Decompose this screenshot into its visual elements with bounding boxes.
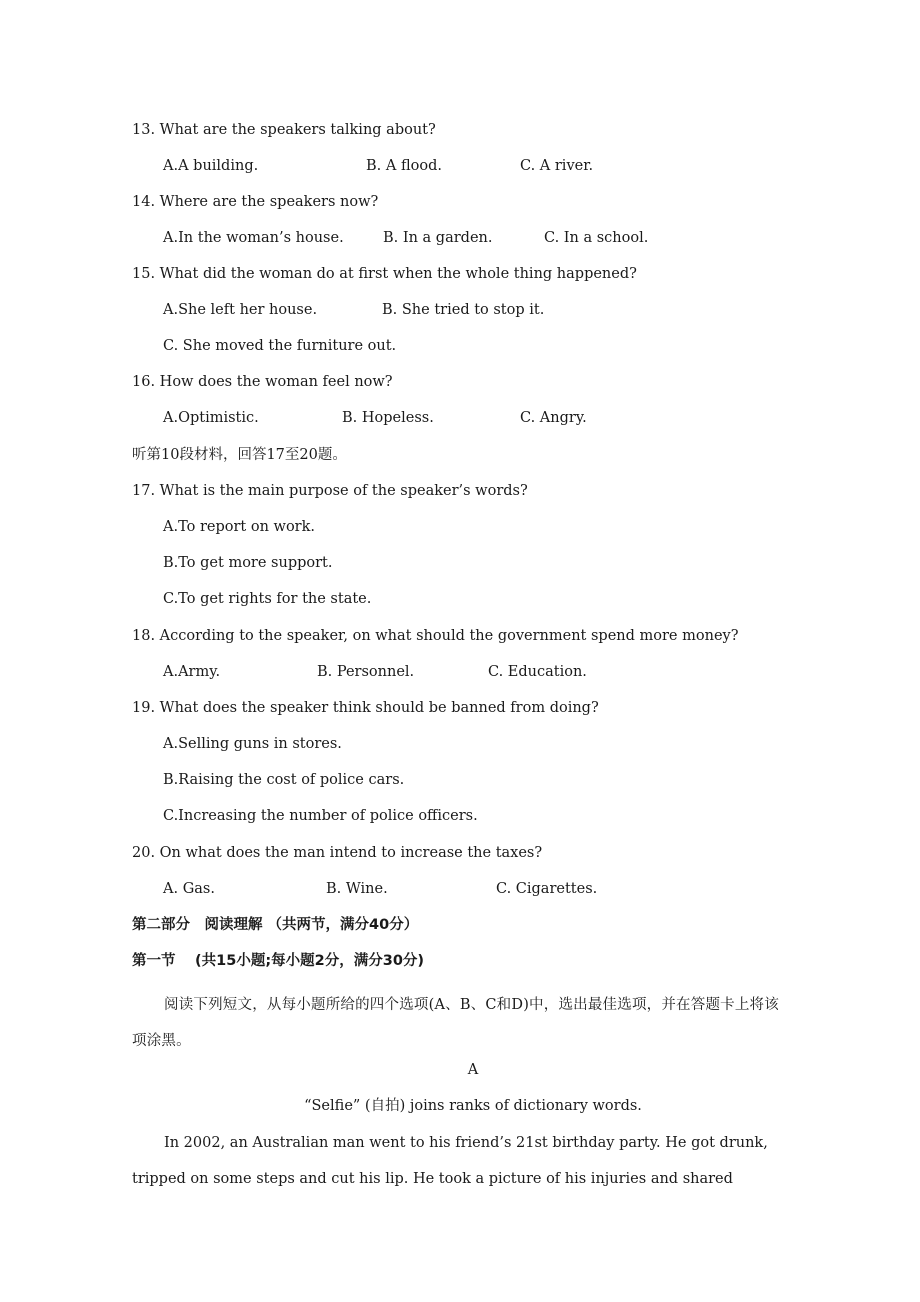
q14-option-b: B. In a garden. [383,230,493,246]
question-15: 15. What did the woman do at first when the whole thing happened? [132,266,637,282]
section1-heading: 第一节 (共15小题;每小题2分，满分30分) [132,953,425,969]
q20-option-b: B. Wine. [326,881,388,897]
q17-option-b: B.To get more support. [163,555,333,571]
q16-option-a: A.Optimistic. [163,410,259,426]
q14-option-c: C. In a school. [544,230,649,246]
q17-option-a: A.To report on work. [163,519,316,535]
passage-line-1: In 2002, an Australian man went to his friend’s 21st birthday party. He got drunk, [164,1135,768,1151]
reading-instructions: 阅读下列短文，从每小题所给的四个选项(A、B、C和D)中，选出最佳选项，并在答题卡上将该项涂黑。 [132,997,779,1049]
q20-option-c: C. Cigarettes. [496,881,598,897]
q18-option-c: C. Education. [488,664,587,680]
q13-option-c: C. A river. [520,158,594,174]
q16-option-c: C. Angry. [520,410,587,426]
question-17: 17. What is the main purpose of the speaker’s words? [132,483,528,499]
q15-option-a: A.She left her house. [163,302,318,318]
q19-option-c: C.Increasing the number of police officers. [163,808,478,824]
q19-option-a: A.Selling guns in stores. [163,736,342,752]
q19-option-b: B.Raising the cost of police cars. [163,772,405,788]
q13-option-b: B. A flood. [366,158,442,174]
part2-heading: 第二部分 阅读理解 （共两节，满分40分） [132,917,419,933]
passage-label: A [467,1062,479,1078]
question-19: 19. What does the speaker think should be banned from doing? [132,700,599,716]
q18-option-b: B. Personnel. [317,664,415,680]
question-13: 13. What are the speakers talking about? [132,122,436,138]
q17-option-c: C.To get rights for the state. [163,591,372,607]
q15-option-c: C. She moved the furniture out. [163,338,397,354]
passage-title: “Selfie” (自拍) joins ranks of dictionary words. [304,1098,642,1114]
q14-option-a: A.In the woman’s house. [163,230,344,246]
q15-option-b: B. She tried to stop it. [382,302,545,318]
passage-line-2: tripped on some steps and cut his lip. He took a picture of his injuries and shared [132,1171,733,1187]
q18-option-a: A.Army. [163,664,221,680]
q20-option-a: A. Gas. [163,881,215,897]
question-16: 16. How does the woman feel now? [132,374,393,390]
question-20: 20. On what does the man intend to increase the taxes? [132,845,543,861]
q16-option-b: B. Hopeless. [342,410,434,426]
section-instruction: 听第10段材料，回答17至20题。 [132,447,347,463]
q13-option-a: A.A building. [163,158,259,174]
question-18: 18. According to the speaker, on what should the government spend more money? [132,628,739,644]
question-14: 14. Where are the speakers now? [132,194,379,210]
